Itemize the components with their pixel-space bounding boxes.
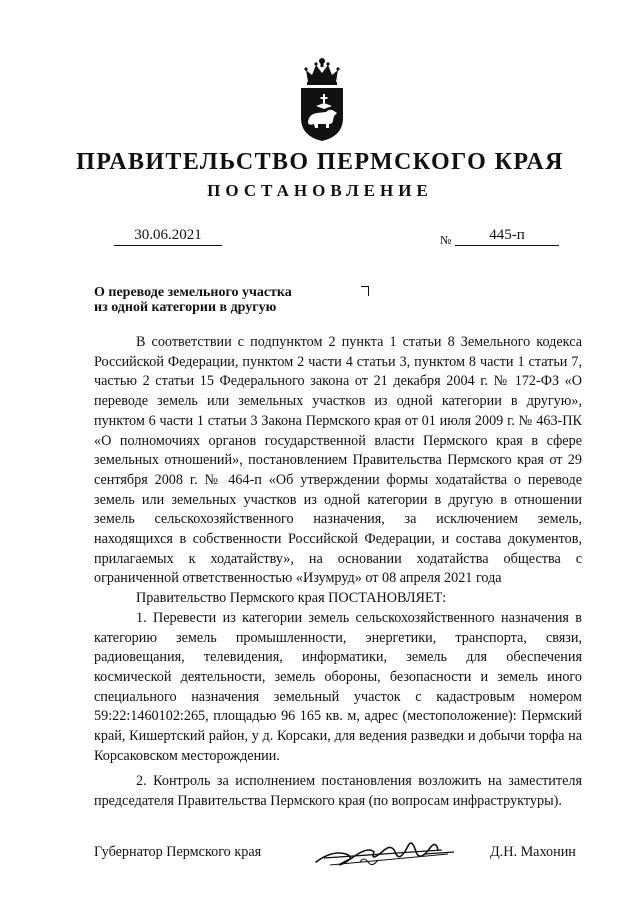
government-title: ПРАВИТЕЛЬСТВО ПЕРМСКОГО КРАЯ — [76, 149, 564, 175]
signatory-name: Д.Н. Махонин — [490, 844, 576, 860]
number-sign: № — [440, 233, 452, 247]
document-number: 445-п — [455, 226, 559, 246]
subject-line-1: О переводе земельного участка — [94, 285, 292, 300]
handwritten-signature-icon — [312, 832, 458, 872]
signatory-position: Губернатор Пермского края — [94, 844, 262, 860]
item-2-paragraph: 2. Контроль за исполнением постановления возложить на заместителя председателя Правительства Пермского края (по вопросам инфраструктуры). — [94, 773, 582, 810]
document-subject — [94, 285, 354, 315]
resolves-paragraph: Правительство Пермского края ПОСТАНОВЛЯЕТ: — [136, 590, 447, 607]
coat-of-arms-icon — [296, 56, 348, 142]
preamble-paragraph: В соответствии с подпунктом 2 пункта 1 статьи 8 Земельного кодекса Российской Федерации, пунктом 2 части 4 статьи 3, пунктом 8 части 1 статьи 7, частью 2 статьи 15 Федерального закона от 21 декабря 2004 г. № 172-ФЗ «О переводе земель или земельных участков из одной категории в другую», пунктом 6 части 1 статьи 3 Закона Пермского края от 01 июля 2009 г. № 463-ПК «О полномочиях органов государственной власти Пермского края в сфере земельных отношений», постановлением Правительства Пермского края от 29 сентября 2008 г. № 464-п «Об утверждении формы ходатайства о переводе земель или земельных участков из одной категории в другую в отношении земель сельскохозяйственного назначения, за исключением земель, находящихся в собственности Российской Федерации, и состава документов, прилагаемых к ходатайству», на основании ходатайства общества с ограниченной ответственностью «Изумруд» от 08 апреля 2021 года — [94, 334, 582, 587]
corner-mark — [361, 286, 369, 296]
document-date: 30.06.2021 — [114, 226, 222, 246]
document-type: ПОСТАНОВЛЕНИЕ — [207, 181, 433, 200]
item-1-paragraph: 1. Перевести из категории земель сельскохозяйственного назначения в категорию земель промышленности, энергетики, транспорта, связи, радиовещания, телевидения, информатики, земель для обеспечения космической деятельности, земель обороны, безопасности и земель иного специального назначения земельный участок с кадастровым номером 59:22:1460102:265, площадью 96 165 кв. м, адрес (местоположение): Пермский край, Кишертский район, у д. Корсаки, для ведения разведки и добычи торфа на Корсаковском месторождении. — [94, 609, 582, 764]
subject-line-2: из одной категории в другую — [94, 300, 277, 315]
document-body — [94, 333, 582, 812]
